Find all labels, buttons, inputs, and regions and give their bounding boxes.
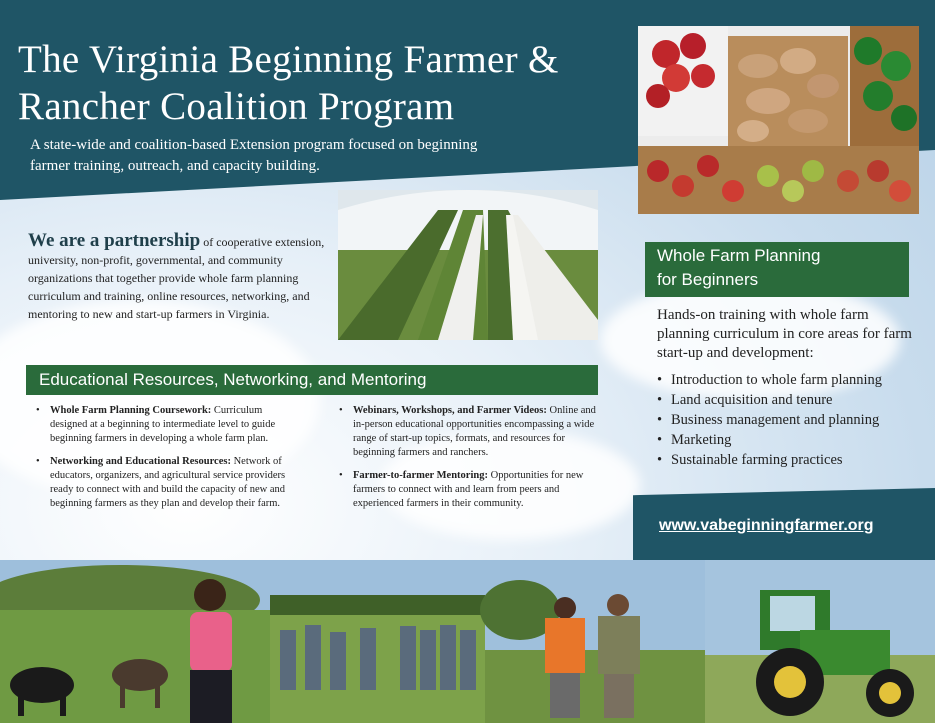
- partnership-text: of cooperative extension, university, non-profit, governmental, and community organizations that together provide whole farm planning curriculum and training, online resources, networking, and mentoring to new and start-up farmers in Virginia.: [28, 235, 325, 321]
- list-item: [655, 430, 925, 450]
- list-item: [655, 390, 925, 410]
- item-title: Farmer-to-farmer Mentoring:: [353, 470, 488, 481]
- list-item: [32, 455, 302, 511]
- whole-farm-heading: [645, 242, 909, 297]
- list-item-text: Marketing: [671, 432, 732, 448]
- whole-farm-heading-line1: Whole Farm Planning: [657, 246, 821, 265]
- list-item-text: Sustainable farming practices: [671, 452, 843, 468]
- item-title: Whole Farm Planning Coursework:: [50, 405, 212, 416]
- education-heading: Educational Resources, Networking, and Mentoring: [26, 365, 598, 395]
- item-text: Online and in-person educational opportunities encompassing a wide range of start-up topics, formats, and resources for beginning farmers and ranchers.: [353, 405, 596, 458]
- item-title: Webinars, Workshops, and Farmer Videos:: [353, 405, 547, 416]
- list-item: [335, 404, 600, 460]
- bullet-icon: •: [657, 412, 663, 428]
- whole-farm-heading-line2: for Beginners: [657, 270, 759, 289]
- item-text: Network of educators, organizers, and agricultural service providers ready to connect with and build the capacity of new and beginning farmers as they plan and develop their farm.: [50, 456, 286, 509]
- bullet-icon: •: [657, 392, 663, 408]
- list-item: [655, 410, 925, 430]
- partnership-paragraph: [28, 232, 328, 323]
- subtitle: A state-wide and coalition-based Extension program focused on beginning farmer training, outreach, and capacity building.: [30, 137, 478, 174]
- bullet-icon: •: [339, 470, 343, 481]
- list-item: [32, 404, 302, 446]
- produce-photo: [638, 26, 919, 214]
- education-list-left: [32, 404, 302, 520]
- list-item-text: Introduction to whole farm planning: [671, 372, 883, 388]
- bullet-icon: •: [657, 432, 663, 448]
- list-item: [655, 450, 925, 470]
- farm-photo-strip: [0, 560, 935, 723]
- page-title: The Virginia Beginning Farmer & Rancher Coalition Program: [18, 38, 559, 128]
- bullet-icon: •: [657, 372, 663, 388]
- bullet-icon: •: [657, 452, 663, 468]
- partnership-lead: We are a partnership: [28, 230, 201, 251]
- website-link[interactable]: www.vabeginningfarmer.org: [659, 517, 874, 534]
- item-title: Networking and Educational Resources:: [50, 456, 231, 467]
- whole-farm-list: [655, 370, 925, 470]
- whole-farm-description: Hands-on training with whole farm planning curriculum in core areas for farm start-up and development:: [657, 307, 912, 361]
- item-text: Curriculum designed at a beginning to intermediate level to guide beginning farmers in developing a whole farm plan.: [50, 405, 276, 444]
- bullet-icon: •: [36, 456, 40, 467]
- education-list-right: [335, 404, 600, 520]
- high-tunnel-photo: [338, 190, 598, 340]
- list-item: [655, 370, 925, 390]
- bullet-icon: •: [339, 405, 343, 416]
- list-item: [335, 469, 600, 511]
- list-item-text: Land acquisition and tenure: [671, 392, 833, 408]
- bullet-icon: •: [36, 405, 40, 416]
- item-text: Opportunities for new farmers to connect with and learn from peers and experienced farmers in their community.: [353, 470, 584, 509]
- list-item-text: Business management and planning: [671, 412, 880, 428]
